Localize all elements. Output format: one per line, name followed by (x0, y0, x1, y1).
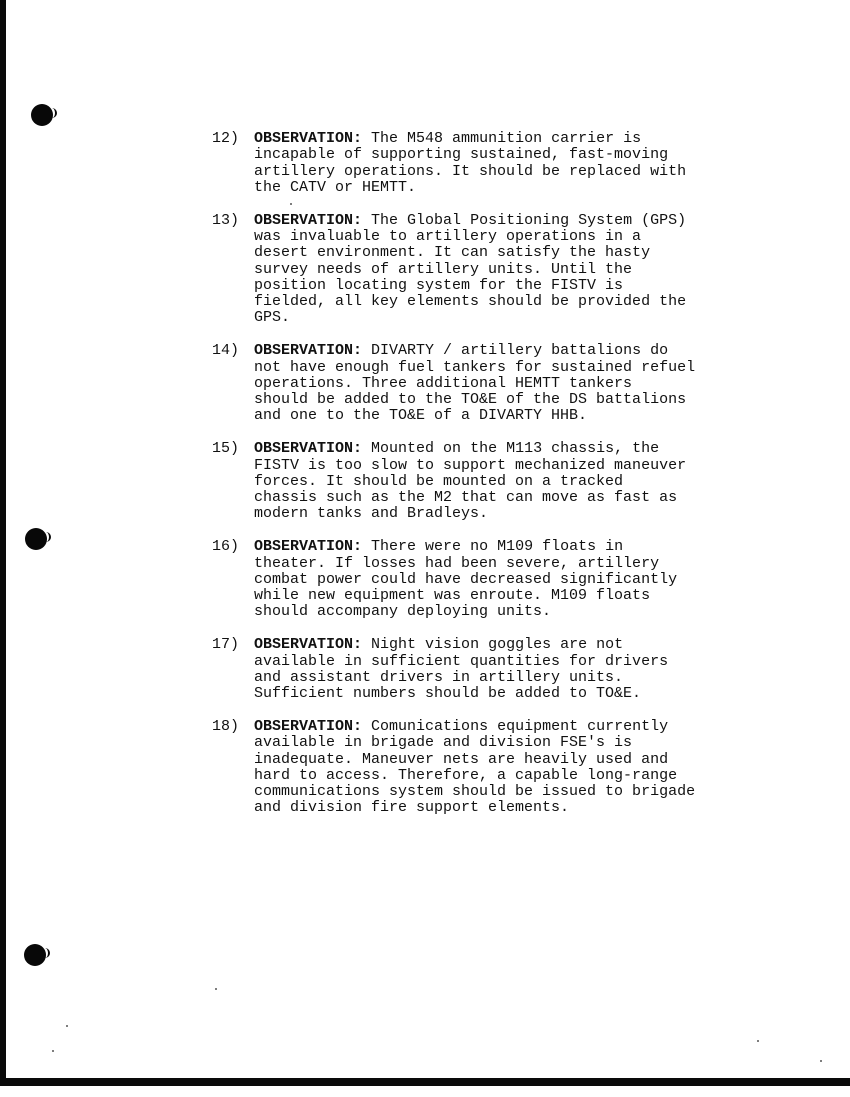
observation-text: Comunications equipment currently available in brigade and division FSE's is inadequate. Maneuver nets are heavily used and hard to access. Therefore, a capable long-range communications system should be issued to brigade and division fire support elements. (254, 717, 696, 817)
scan-speck (52, 1050, 54, 1052)
scan-speck (66, 1025, 68, 1027)
observation-label: OBSERVATION: (254, 717, 363, 735)
observation-item (212, 343, 772, 424)
observation-label: OBSERVATION: (254, 342, 363, 360)
observation-item (212, 719, 772, 817)
observation-label: OBSERVATION: (254, 440, 363, 458)
observation-number: 16) (212, 538, 240, 556)
observation-item (212, 441, 772, 522)
observation-label: OBSERVATION: (254, 130, 363, 147)
observation-text: DIVARTY / artillery battalions do not have enough fuel tankers for sustained refuel operations. Three additional HEMTT tankers should be added to the TO&E of the DS battalions and one to the TO&E of a DIVARTY HHB. (254, 342, 696, 425)
observation-number: 12) (212, 130, 240, 147)
punch-hole-middle (25, 528, 47, 550)
observation-label: OBSERVATION: (254, 538, 363, 556)
observation-number: 14) (212, 342, 240, 360)
observation-number: 17) (212, 636, 240, 654)
observation-label: OBSERVATION: (254, 636, 363, 654)
scan-bottom-edge (0, 1078, 850, 1086)
observation-list (212, 131, 772, 833)
observation-item (212, 131, 772, 196)
scan-speck (820, 1060, 822, 1062)
scan-left-edge (0, 0, 6, 1085)
observation-text: Mounted on the M113 chassis, the FISTV is too slow to support mechanized maneuver forces. It should be mounted on a tracked chassis such as the M2 that can move as fast as modern tanks and Bradleys. (254, 440, 687, 523)
observation-item (212, 539, 772, 620)
observation-number: 13) (212, 211, 240, 229)
observation-number: 18) (212, 717, 240, 735)
observation-number: 15) (212, 440, 240, 458)
observation-text: The Global Positioning System (GPS) was invaluable to artillery operations in a desert environment. It can satisfy the hasty survey needs of artillery units. Until the position locating system for the FISTV is fielded, all key elements should be provided the GPS. (254, 211, 687, 327)
scan-speck (215, 988, 217, 990)
observation-label: OBSERVATION: (254, 211, 363, 229)
observation-item (212, 637, 772, 702)
observation-text: Night vision goggles are not available in sufficient quantities for drivers and assistant drivers in artillery units. Sufficient numbers should be added to TO&E. (254, 636, 669, 703)
observation-text: There were no M109 floats in theater. If losses had been severe, artillery combat power could have decreased significantly while new equipment was enroute. M109 floats should accompany deploying units. (254, 538, 678, 621)
punch-hole-bottom (24, 944, 46, 966)
scan-speck (757, 1040, 759, 1042)
observation-item (212, 213, 772, 327)
observation-text: The M548 ammunition carrier is incapable of supporting sustained, fast-moving artillery operations. It should be replaced with the CATV or HEMTT. (254, 130, 687, 196)
punch-hole-top (31, 104, 53, 126)
